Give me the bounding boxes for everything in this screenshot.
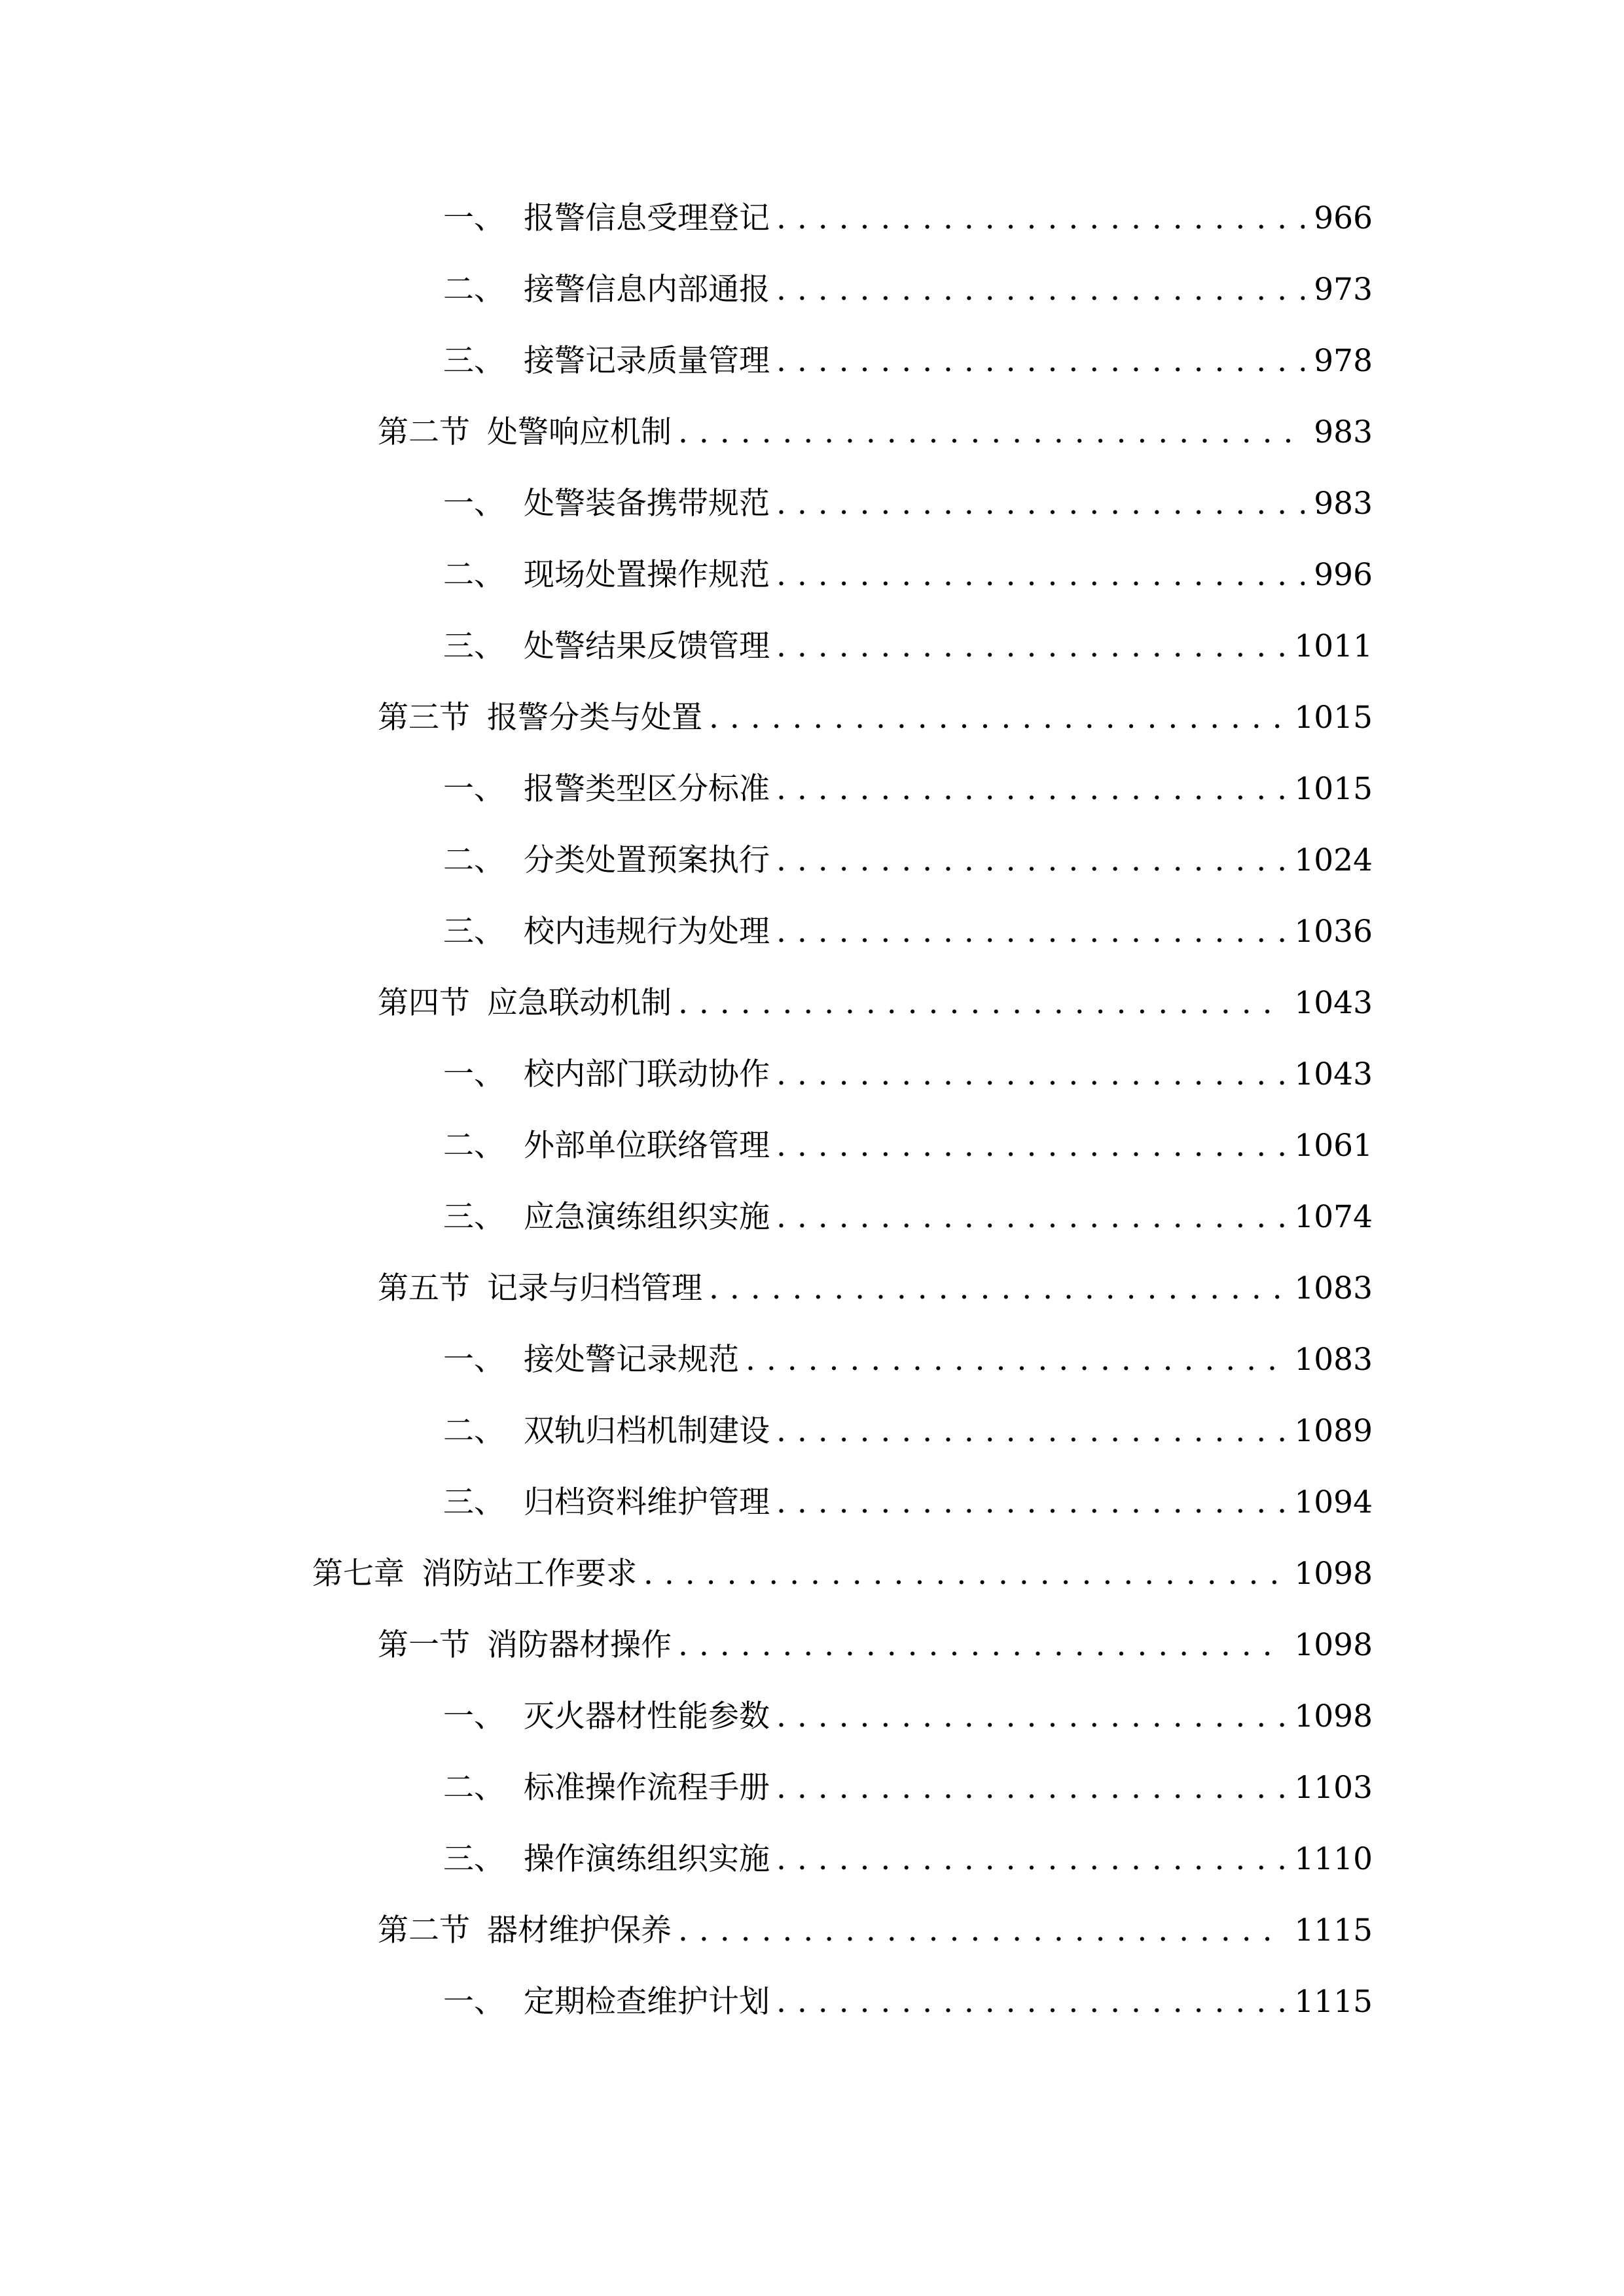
toc-dot-leader	[776, 264, 1305, 316]
toc-page-number: 1098	[1294, 1627, 1373, 1663]
toc-entry-title: 应急演练组织实施	[524, 1199, 770, 1235]
toc-entry-number: 一、	[443, 486, 505, 522]
toc-entry[interactable]	[443, 1976, 1373, 2028]
toc-page-number: 1094	[1294, 1484, 1373, 1520]
toc-entry-number: 第一节	[378, 1627, 470, 1663]
toc-entry-title: 校内违规行为处理	[524, 914, 770, 950]
toc-entry-title: 报警分类与处置	[487, 700, 702, 736]
toc-entry[interactable]	[443, 1334, 1373, 1386]
toc-entry-title: 记录与归档管理	[487, 1270, 702, 1306]
toc-dot-leader	[776, 834, 1285, 887]
toc-page-number: 1089	[1294, 1413, 1373, 1449]
toc-entry-title: 分类处置预案执行	[524, 842, 770, 878]
toc-entry[interactable]	[443, 1762, 1373, 1814]
toc-entry[interactable]	[443, 335, 1373, 387]
toc-entry-number: 二、	[443, 1413, 505, 1449]
toc-entry-number: 三、	[443, 1841, 505, 1877]
toc-entry[interactable]	[443, 763, 1373, 816]
toc-dot-leader	[776, 1120, 1285, 1172]
toc-page-number: 1115	[1294, 1912, 1373, 1948]
toc-page-number: 1110	[1294, 1841, 1373, 1877]
toc-entry-number: 三、	[443, 1484, 505, 1520]
toc-dot-leader	[678, 1619, 1285, 1672]
toc-entry-number: 一、	[443, 1984, 505, 2020]
toc-entry[interactable]	[443, 1477, 1373, 1529]
toc-entry-title: 处警装备携带规范	[524, 486, 770, 522]
toc-dot-leader	[776, 1762, 1285, 1814]
toc-entry[interactable]	[443, 1691, 1373, 1743]
toc-entry-number: 一、	[443, 1698, 505, 1734]
toc-entry-title: 标准操作流程手册	[524, 1770, 770, 1806]
toc-dot-leader	[776, 620, 1285, 673]
toc-dot-leader	[776, 1191, 1285, 1244]
toc-entry-number: 第四节	[378, 985, 470, 1021]
toc-entry-number: 第七章	[312, 1556, 405, 1592]
toc-page-number: 1043	[1294, 985, 1373, 1021]
toc-dot-leader	[776, 1477, 1285, 1529]
toc-entry-number: 一、	[443, 200, 505, 236]
toc-page-number: 983	[1314, 414, 1373, 450]
toc-entry[interactable]	[443, 549, 1373, 601]
toc-page-number: 1015	[1294, 700, 1373, 736]
toc-entry-number: 一、	[443, 1056, 505, 1092]
toc-entry-number: 二、	[443, 1770, 505, 1806]
toc-entry-number: 二、	[443, 272, 505, 308]
toc-entry-number: 二、	[443, 557, 505, 593]
toc-dot-leader	[776, 192, 1305, 245]
toc-entry-number: 第二节	[378, 414, 470, 450]
toc-dot-leader	[709, 1263, 1285, 1315]
toc-dot-leader	[776, 1833, 1285, 1886]
toc-page-number: 996	[1314, 557, 1373, 593]
toc-dot-leader	[709, 692, 1285, 744]
toc-page-number: 1074	[1294, 1199, 1373, 1235]
toc-entry-title: 双轨归档机制建设	[524, 1413, 770, 1449]
toc-dot-leader	[776, 1049, 1285, 1101]
toc-entry[interactable]	[443, 834, 1373, 887]
toc-entry-title: 接警信息内部通报	[524, 272, 770, 308]
toc-entry[interactable]	[443, 620, 1373, 673]
toc-page-number: 1115	[1294, 1984, 1373, 2020]
toc-entry[interactable]	[378, 406, 1373, 459]
toc-dot-leader	[776, 1691, 1285, 1743]
toc-dot-leader	[678, 977, 1285, 1030]
toc-entry-title: 消防站工作要求	[422, 1556, 637, 1592]
toc-entry-number: 三、	[443, 628, 505, 664]
toc-entry[interactable]	[443, 478, 1373, 530]
toc-entry[interactable]	[443, 1405, 1373, 1458]
toc-entry-title: 报警类型区分标准	[524, 771, 770, 807]
toc-entry-number: 第五节	[378, 1270, 470, 1306]
toc-entry[interactable]	[443, 1833, 1373, 1886]
toc-entry-title: 消防器材操作	[487, 1627, 672, 1663]
toc-page-number: 1061	[1294, 1128, 1373, 1164]
toc-entry-title: 接处警记录规范	[524, 1342, 739, 1378]
toc-page-number: 1043	[1294, 1056, 1373, 1092]
toc-entry-number: 三、	[443, 1199, 505, 1235]
toc-entry-title: 定期检查维护计划	[524, 1984, 770, 2020]
toc-entry-title: 外部单位联络管理	[524, 1128, 770, 1164]
toc-dot-leader	[776, 1976, 1285, 2028]
toc-dot-leader	[678, 406, 1305, 459]
toc-page-number: 983	[1314, 486, 1373, 522]
toc-page-number: 1083	[1294, 1270, 1373, 1306]
toc-entry-number: 二、	[443, 842, 505, 878]
toc-entry[interactable]	[443, 192, 1373, 245]
toc-entry-title: 校内部门联动协作	[524, 1056, 770, 1092]
toc-entry-title: 器材维护保养	[487, 1912, 672, 1948]
toc-entry-number: 一、	[443, 1342, 505, 1378]
toc-page-number: 1098	[1294, 1556, 1373, 1592]
toc-entry[interactable]	[378, 1619, 1373, 1672]
toc-entry[interactable]	[378, 1263, 1373, 1315]
toc-dot-leader	[776, 478, 1305, 530]
toc-entry-title: 处警结果反馈管理	[524, 628, 770, 664]
toc-page-number: 1011	[1294, 628, 1373, 664]
toc-entry-number: 第三节	[378, 700, 470, 736]
toc-entry-title: 应急联动机制	[487, 985, 672, 1021]
toc-entry[interactable]	[378, 692, 1373, 744]
toc-dot-leader	[746, 1334, 1285, 1386]
toc-entry-title: 现场处置操作规范	[524, 557, 770, 593]
toc-page-number: 1098	[1294, 1698, 1373, 1734]
toc-entry-title: 报警信息受理登记	[524, 200, 770, 236]
toc-entry-number: 三、	[443, 343, 505, 379]
toc-entry-number: 二、	[443, 1128, 505, 1164]
toc-dot-leader	[776, 335, 1305, 387]
toc-entry[interactable]	[312, 1548, 1373, 1600]
toc-dot-leader	[776, 1405, 1285, 1458]
toc-page-number: 978	[1314, 343, 1373, 379]
toc-entry-number: 三、	[443, 914, 505, 950]
toc-entry[interactable]	[443, 264, 1373, 316]
toc-entry-number: 一、	[443, 771, 505, 807]
toc-entry[interactable]	[443, 1191, 1373, 1244]
toc-entry[interactable]	[443, 1049, 1373, 1101]
toc-entry[interactable]	[378, 1905, 1373, 1957]
toc-entry-title: 接警记录质量管理	[524, 343, 770, 379]
toc-entry-number: 第二节	[378, 1912, 470, 1948]
toc-dot-leader	[643, 1548, 1285, 1600]
toc-entry[interactable]	[378, 977, 1373, 1030]
toc-entry[interactable]	[443, 906, 1373, 958]
toc-page-number: 966	[1314, 200, 1373, 236]
toc-dot-leader	[678, 1905, 1285, 1957]
toc-page-number: 1083	[1294, 1342, 1373, 1378]
toc-entry-title: 处警响应机制	[487, 414, 672, 450]
toc-entry-title: 归档资料维护管理	[524, 1484, 770, 1520]
toc-page-number: 1015	[1294, 771, 1373, 807]
toc-entry[interactable]	[443, 1120, 1373, 1172]
toc-dot-leader	[776, 549, 1305, 601]
toc-page-number: 1024	[1294, 842, 1373, 878]
toc-entry-title: 操作演练组织实施	[524, 1841, 770, 1877]
toc-dot-leader	[776, 763, 1285, 816]
toc-page-number: 973	[1314, 272, 1373, 308]
toc-dot-leader	[776, 906, 1285, 958]
toc-page-number: 1103	[1294, 1770, 1373, 1806]
toc-entry-title: 灭火器材性能参数	[524, 1698, 770, 1734]
toc-page-number: 1036	[1294, 914, 1373, 950]
